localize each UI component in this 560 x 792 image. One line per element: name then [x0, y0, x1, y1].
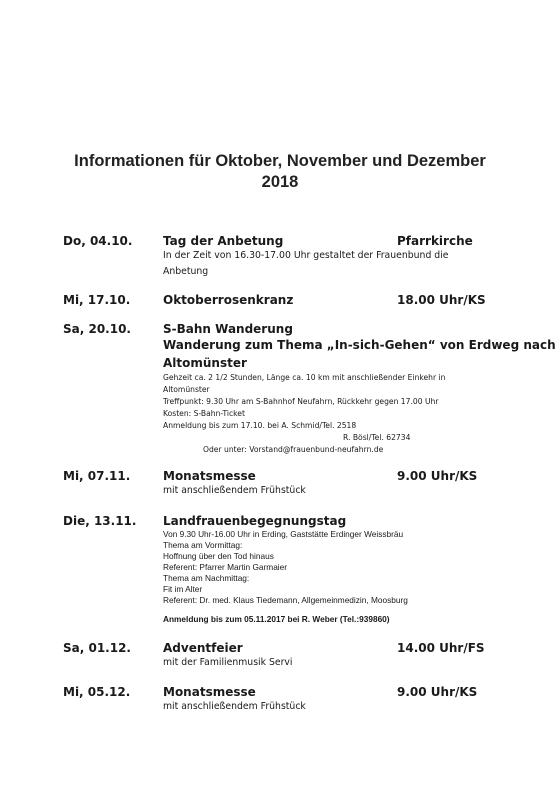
event-name: Landfrauenbegegnungstag	[163, 514, 347, 528]
detail-line: Referent: Pfarrer Martin Garmaier	[163, 562, 288, 572]
detail-line: Kosten: S-Bahn-Ticket	[163, 409, 245, 418]
event-name: Adventfeier	[163, 641, 243, 655]
event-details	[163, 529, 508, 606]
detail-line: Treffpunkt: 9.30 Uhr am S-Bahnhof Neufahrn, Rückkehr gegen 17.00 Uhr	[163, 397, 439, 406]
event-name: Monatsmesse	[163, 469, 256, 483]
event-date: Sa, 20.10.	[63, 322, 131, 336]
event-subtitle	[163, 336, 556, 372]
subtitle-line: Altomünster	[163, 356, 247, 370]
subtitle-line: Wanderung zum Thema „In-sich-Gehen“ von Erdweg nach	[163, 338, 556, 352]
detail-line: mit anschließendem Frühstück	[163, 485, 306, 496]
event-date: Do, 04.10.	[63, 234, 133, 248]
detail-line: Gehzeit ca. 2 1/2 Stunden, Länge ca. 10 km mit anschließender Einkehr in	[163, 373, 446, 382]
page-title: Informationen für Oktober, November und Dezember	[74, 152, 486, 170]
detail-line: Anbetung	[163, 266, 209, 277]
detail-line: In der Zeit von 16.30-17.00 Uhr gestaltet der Frauenbund die	[163, 250, 449, 261]
event-name: Tag der Anbetung	[163, 234, 284, 248]
detail-line: R. Bösl/Tel. 62734	[343, 433, 411, 442]
event-location: Pfarrkirche	[397, 234, 473, 248]
detail-line: Von 9.30 Uhr-16.00 Uhr in Erding, Gaststätte Erdinger Weissbräu	[163, 529, 404, 539]
event-details	[163, 248, 508, 280]
event-time: 9.00 Uhr/KS	[397, 685, 478, 699]
detail-line: Referent: Dr. med. Klaus Tiedemann, Allgemeinmedizin, Moosburg	[163, 595, 408, 605]
event-name: Monatsmesse	[163, 685, 256, 699]
event-time: 18.00 Uhr/KS	[397, 293, 486, 307]
event-date: Mi, 17.10.	[63, 293, 131, 307]
event-name: S-Bahn Wanderung	[163, 322, 293, 336]
detail-line: Altomünster	[163, 385, 210, 394]
detail-line: Fit im Alter	[163, 584, 203, 594]
event-date: Mi, 07.11.	[63, 469, 131, 483]
event-date: Mi, 05.12.	[63, 685, 131, 699]
event-date: Sa, 01.12.	[63, 641, 131, 655]
registration-note: Anmeldung bis zum 05.11.2017 bei R. Weber (Tel.:939860)	[163, 614, 390, 624]
event-details	[163, 372, 508, 456]
detail-line: mit der Familienmusik Servi	[163, 657, 293, 668]
event-name: Oktoberrosenkranz	[163, 293, 294, 307]
detail-line: Hoffnung über den Tod hinaus	[163, 551, 274, 561]
event-details	[163, 699, 508, 715]
detail-line: Anmeldung bis zum 17.10. bei A. Schmid/Tel. 2518	[163, 421, 357, 430]
detail-line: mit anschließendem Frühstück	[163, 701, 306, 712]
page-title-year: 2018	[261, 173, 299, 191]
contact-email: Oder unter: Vorstand@frauenbund-neufahrn.de	[203, 445, 384, 454]
event-time: 9.00 Uhr/KS	[397, 469, 478, 483]
detail-line: Thema am Vormittag:	[163, 540, 243, 550]
detail-line: Thema am Nachmittag:	[163, 573, 250, 583]
event-details	[163, 483, 508, 499]
event-details	[163, 655, 508, 671]
event-time: 14.00 Uhr/FS	[397, 641, 485, 655]
event-date: Die, 13.11.	[63, 514, 137, 528]
